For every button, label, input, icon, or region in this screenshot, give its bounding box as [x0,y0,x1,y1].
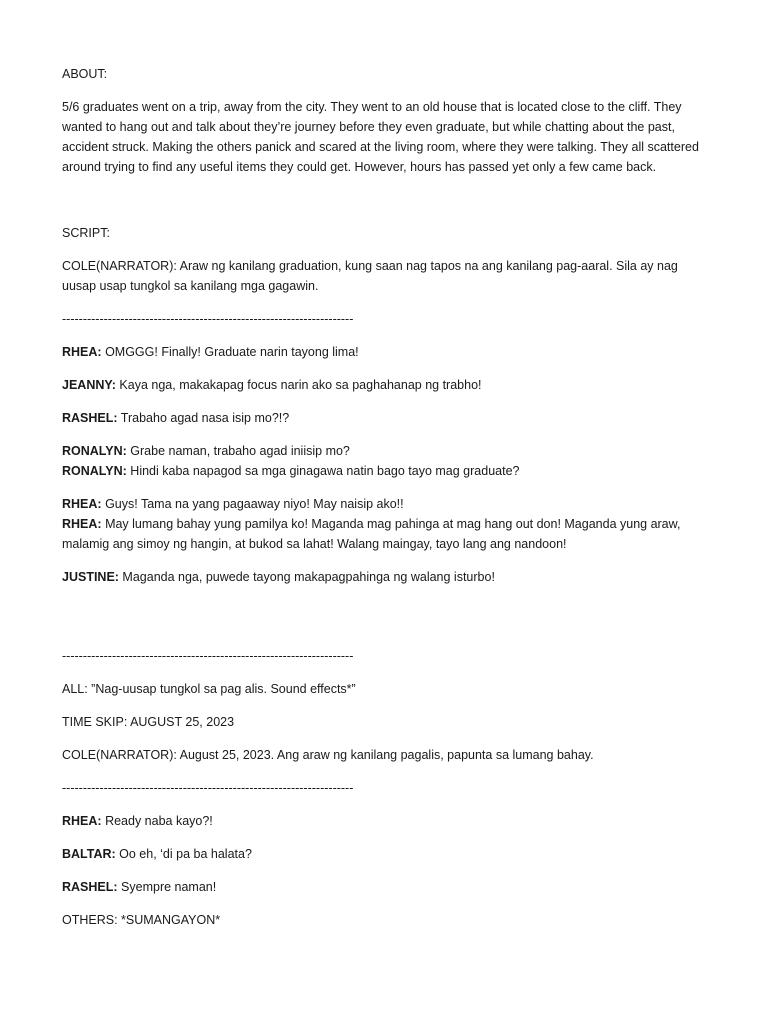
speaker-name: RASHEL: [62,880,118,894]
about-heading: ABOUT: [62,67,108,81]
dialogue-text: Syempre naman! [117,880,217,894]
dialogue-group-ronalyn [62,441,710,481]
speaker-name: JUSTINE: [62,570,119,584]
dialogue-line [62,342,710,362]
narrator-line: COLE(NARRATOR): August 25, 2023. Ang araw ng kanilang pagalis, papunta sa lumang bahay. [62,748,594,762]
dialogue-text: Guys! Tama na yang pagaaway niyo! May naisip ako!! [101,497,404,511]
dialogue-text: Oo eh, ‘di pa ba halata? [115,847,252,861]
speaker-name: RHEA: [62,517,102,531]
time-skip: TIME SKIP: AUGUST 25, 2023 [62,715,235,729]
dialogue-line [62,494,710,514]
dialogue-line [62,844,710,864]
dialogue-group-rhea [62,494,710,554]
spacer [62,190,710,223]
dialogue-line [62,567,710,587]
speaker-name: JEANNY: [62,378,116,392]
dialogue-line [62,408,710,428]
dialogue-text: Maganda nga, puwede tayong makapagpahinga ng walang isturbo! [118,570,495,584]
document-page [62,64,710,943]
dialogue-text: Grabe naman, trabaho agad iniisip mo? [126,444,350,458]
dialogue-line [62,877,710,897]
others-line: OTHERS: *SUMANGAYON* [62,913,221,927]
dialogue-line [62,811,710,831]
spacer [62,600,710,646]
dialogue-text: Hindi kaba napagod sa mga ginagawa natin bago tayo mag graduate? [126,464,520,478]
dialogue-text: Kaya nga, makakapag focus narin ako sa paghahanap ng trabho! [115,378,482,392]
speaker-name: RONALYN: [62,444,127,458]
dialogue-line [62,441,710,461]
divider: ---------------------------------------------------------------------- [62,781,354,795]
dialogue-text: Ready naba kayo?! [101,814,213,828]
dialogue-line [62,375,710,395]
speaker-name: RHEA: [62,814,102,828]
speaker-name: RASHEL: [62,411,118,425]
script-heading: SCRIPT: [62,226,110,240]
dialogue-line [62,461,710,481]
divider: ---------------------------------------------------------------------- [62,649,354,663]
dialogue-text: Trabaho agad nasa isip mo?!? [117,411,290,425]
divider: ---------------------------------------------------------------------- [62,312,354,326]
dialogue-text: OMGGG! Finally! Graduate narin tayong lima! [101,345,359,359]
dialogue-text: May lumang bahay yung pamilya ko! Maganda mag pahinga at mag hang out don! Maganda yung araw, malamig ang simoy ng hangin, at bukod sa lahat! Walang maingay, tayo lang ang nandoon! [62,517,681,551]
dialogue-line [62,514,710,554]
speaker-name: RONALYN: [62,464,127,478]
narrator-intro: COLE(NARRATOR): Araw ng kanilang graduation, kung saan nag tapos na ang kanilang pag-aaral. Sila ay nag uusap usap tungkol sa kanilang mga gagawin. [62,259,678,293]
speaker-name: BALTAR: [62,847,116,861]
speaker-name: RHEA: [62,497,102,511]
speaker-name: RHEA: [62,345,102,359]
all-line: ALL: ”Nag-uusap tungkol sa pag alis. Sound effects*” [62,682,356,696]
about-body: 5/6 graduates went on a trip, away from the city. They went to an old house that is located close to the cliff. They wanted to hang out and talk about they’re journey before they even graduate, but while chatting about the past, accident struck. Making the others panick and scared at the living room, where they were talking. They all scattered around trying to find any useful items they could get. However, hours has passed yet only a few came back. [62,100,699,174]
